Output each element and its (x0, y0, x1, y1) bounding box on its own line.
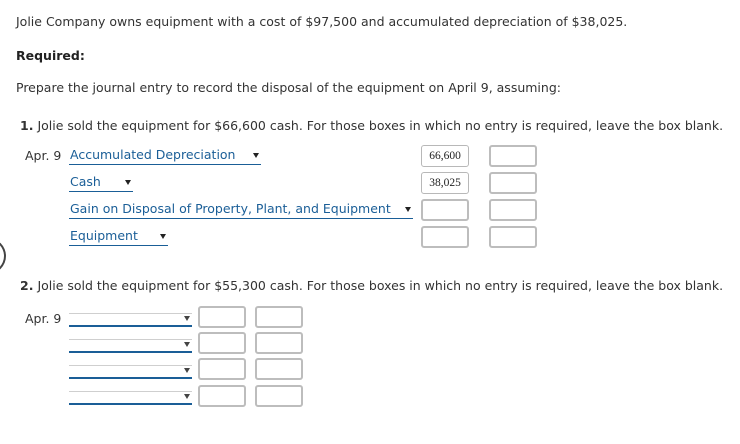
part2-credit-4[interactable] (255, 385, 303, 407)
part1-debit-1[interactable]: 66,600 (421, 145, 469, 167)
part2-credit-3[interactable] (255, 358, 303, 380)
part2-account-select-2[interactable] (69, 335, 192, 353)
chevron-down-icon (405, 207, 411, 212)
part1-credit-4[interactable] (489, 226, 537, 248)
part1-account-label-3: Gain on Disposal of Property, Plant, and Equipment (70, 201, 391, 216)
chevron-down-icon (184, 394, 190, 399)
part1-credit-3[interactable] (489, 199, 537, 221)
chevron-down-icon (184, 342, 190, 347)
part1-date: Apr. 9 (25, 148, 62, 163)
select-placeholder-line (69, 339, 192, 349)
part2-debit-3[interactable] (198, 358, 246, 380)
part1-account-label-2: Cash (70, 174, 101, 189)
part1-account-select-1[interactable] (69, 147, 261, 165)
part1-account-select-2[interactable] (69, 174, 133, 192)
part2-account-select-4[interactable] (69, 387, 192, 405)
part2-debit-4[interactable] (198, 385, 246, 407)
instruction-text: Prepare the journal entry to record the disposal of the equipment on April 9, assuming: (16, 80, 561, 95)
intro-text: Jolie Company owns equipment with a cost of $97,500 and accumulated depreciation of $38,025. (16, 14, 628, 29)
part2-account-select-1[interactable] (69, 309, 192, 327)
part2-question (20, 278, 723, 293)
part1-account-select-4[interactable] (69, 228, 168, 246)
part1-number: 1. (20, 118, 34, 133)
chevron-down-icon (184, 316, 190, 321)
chevron-down-icon (184, 368, 190, 373)
part2-credit-2[interactable] (255, 332, 303, 354)
part1-question-text: Jolie sold the equipment for $66,600 cash. For those boxes in which no entry is required, leave the box blank. (37, 118, 724, 133)
part1-debit-3[interactable] (421, 199, 469, 221)
part2-question-text: Jolie sold the equipment for $55,300 cash. For those boxes in which no entry is required, leave the box blank. (37, 278, 724, 293)
part2-account-select-3[interactable] (69, 361, 192, 379)
chevron-down-icon (125, 180, 131, 185)
part1-credit-1[interactable] (489, 145, 537, 167)
part1-account-label-1: Accumulated Depreciation (70, 147, 236, 162)
part2-date: Apr. 9 (25, 311, 62, 326)
part2-debit-1[interactable] (198, 306, 246, 328)
part2-number: 2. (20, 278, 34, 293)
part1-credit-2[interactable] (489, 172, 537, 194)
chevron-down-icon (160, 234, 166, 239)
select-placeholder-line (69, 365, 192, 375)
part1-debit-4[interactable] (421, 226, 469, 248)
part1-account-select-3[interactable] (69, 201, 413, 219)
part1-question (20, 118, 723, 133)
part1-account-label-4: Equipment (70, 228, 138, 243)
required-heading: Required: (16, 48, 85, 63)
page-edge-marker (0, 238, 6, 274)
part1-debit-2[interactable]: 38,025 (421, 172, 469, 194)
part2-debit-2[interactable] (198, 332, 246, 354)
chevron-down-icon (253, 153, 259, 158)
select-placeholder-line (69, 313, 192, 323)
part2-credit-1[interactable] (255, 306, 303, 328)
select-placeholder-line (69, 391, 192, 401)
